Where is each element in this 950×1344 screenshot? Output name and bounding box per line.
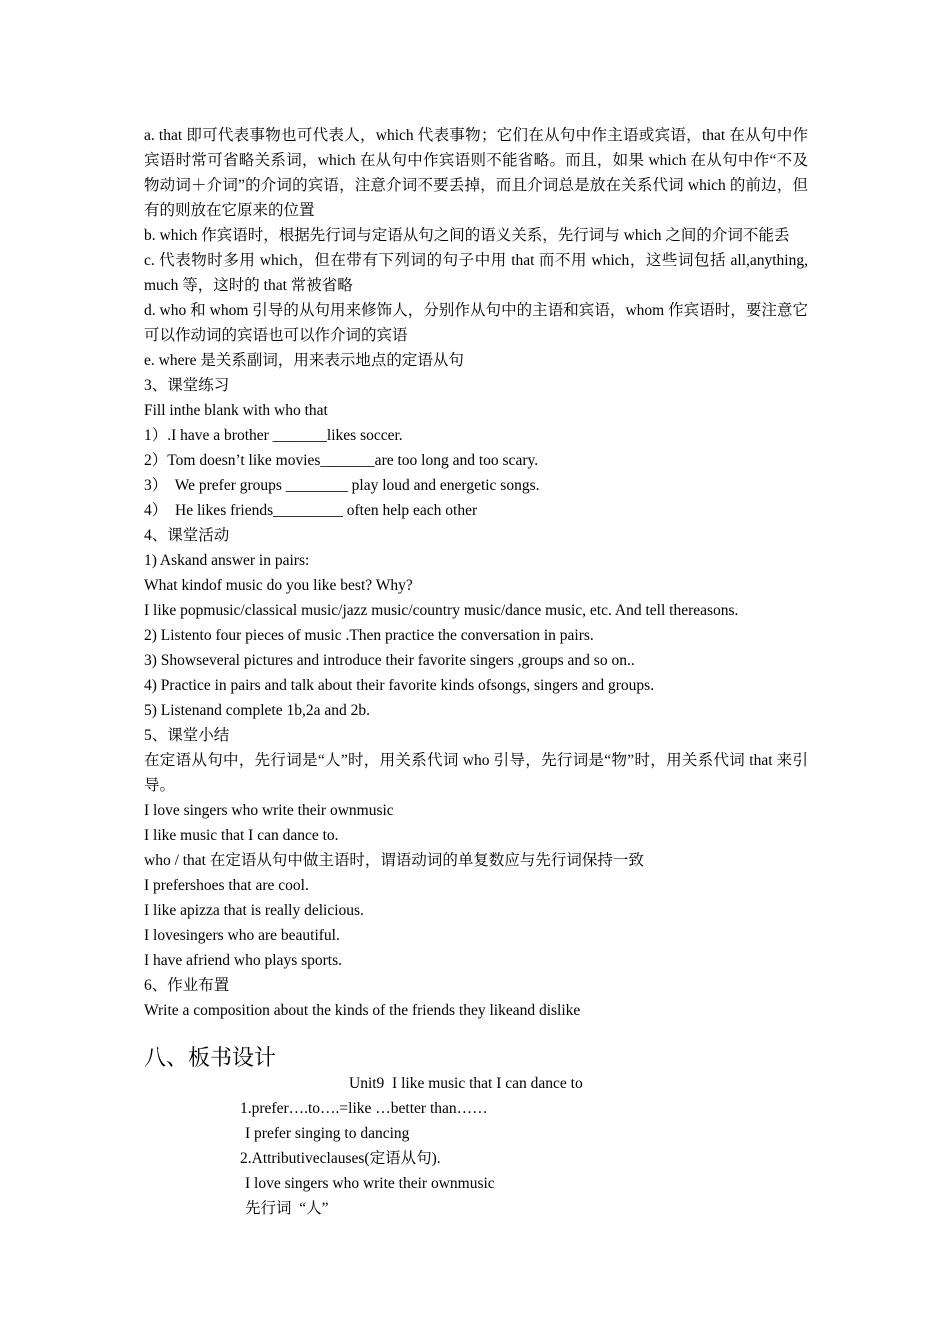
- section-8-heading: 八、板书设计: [144, 1045, 277, 1070]
- summary-item: I like apizza that is really delicious.: [144, 902, 364, 919]
- board-line: I prefer singing to dancing: [245, 1125, 410, 1142]
- activity-item: 1) Askand answer in pairs:: [144, 552, 310, 569]
- board-line: 2.Attributiveclauses(定语从句).: [240, 1150, 441, 1167]
- note-e: e. where 是关系副词，用来表示地点的定语从句: [144, 352, 464, 369]
- activity-item: 2) Listento four pieces of music .Then practice the conversation in pairs.: [144, 627, 594, 644]
- exercise-item: 1）.I have a brother _______likes soccer.: [144, 427, 403, 444]
- summary-item: I like music that I can dance to.: [144, 827, 339, 844]
- section-3-instruction: Fill inthe blank with who that: [144, 402, 328, 419]
- summary-item: I prefershoes that are cool.: [144, 877, 309, 894]
- board-line: I love singers who write their ownmusic: [245, 1175, 495, 1192]
- summary-item: I have afriend who plays sports.: [144, 952, 343, 969]
- section-3-title: 3、课堂练习: [144, 377, 230, 394]
- activity-item: 5) Listenand complete 1b,2a and 2b.: [144, 702, 370, 719]
- summary-item: who / that 在定语从句中做主语时，谓语动词的单复数应与先行词保持一致: [144, 852, 644, 869]
- note-b: b. which 作宾语时，根据先行词与定语从句之间的语义关系，先行词与 which 之间的介词不能丢: [144, 227, 790, 244]
- section-5-title: 5、课堂小结: [144, 727, 230, 744]
- body-text: [144, 123, 808, 1023]
- activity-item: 4) Practice in pairs and talk about their favorite kinds ofsongs, singers and groups.: [144, 677, 655, 694]
- activity-item: 3) Showseveral pictures and introduce their favorite singers ,groups and so on..: [144, 652, 635, 669]
- note-a: a. that 即可代表事物也可代表人，which 代表事物；它们在从句中作主语或宾语，that 在从句中作宾语时常可省略关系词，which 在从句中作宾语则不能省略。而且，如果 which 在从句中作“不及物动词＋介词”的介词的宾语，注意介词不要丢掉，而且介词总是放在关系代词 which 的前边，但有的则放在它原来的位置: [144, 127, 808, 219]
- section-5-summary: 在定语从句中，先行词是“人”时，用关系代词 who 引导，先行词是“物”时，用关系代词 that 来引导。: [144, 752, 808, 794]
- exercise-item: 2）Tom doesn’t like movies_______are too long and too scary.: [144, 452, 539, 469]
- summary-item: I love singers who write their ownmusic: [144, 802, 394, 819]
- section-4-title: 4、课堂活动: [144, 527, 230, 544]
- section-6-title: 6、作业布置: [144, 977, 230, 994]
- board-line: 先行词 “人”: [245, 1200, 329, 1217]
- board-line: 1.prefer….to….=like …better than……: [240, 1100, 488, 1117]
- board-title: Unit9 I like music that I can dance to: [349, 1075, 583, 1092]
- exercise-item: 4） He likes friends_________ often help each other: [144, 502, 478, 519]
- summary-item: I lovesingers who are beautiful.: [144, 927, 340, 944]
- activity-item: I like popmusic/classical music/jazz music/country music/dance music, etc. And tell thereasons.: [144, 602, 739, 619]
- exercise-item: 3） We prefer groups ________ play loud and energetic songs.: [144, 477, 540, 494]
- note-c: c. 代表物时多用 which，但在带有下列词的句子中用 that 而不用 which，这些词包括 all,anything, much 等，这时的 that 常被省略: [144, 252, 808, 294]
- note-d: d. who 和 whom 引导的从句用来修饰人，分别作从句中的主语和宾语，whom 作宾语时，要注意它可以作动词的宾语也可以作介词的宾语: [144, 302, 808, 344]
- homework-text: Write a composition about the kinds of the friends they likeand dislike: [144, 1002, 581, 1019]
- activity-item: What kindof music do you like best? Why?: [144, 577, 413, 594]
